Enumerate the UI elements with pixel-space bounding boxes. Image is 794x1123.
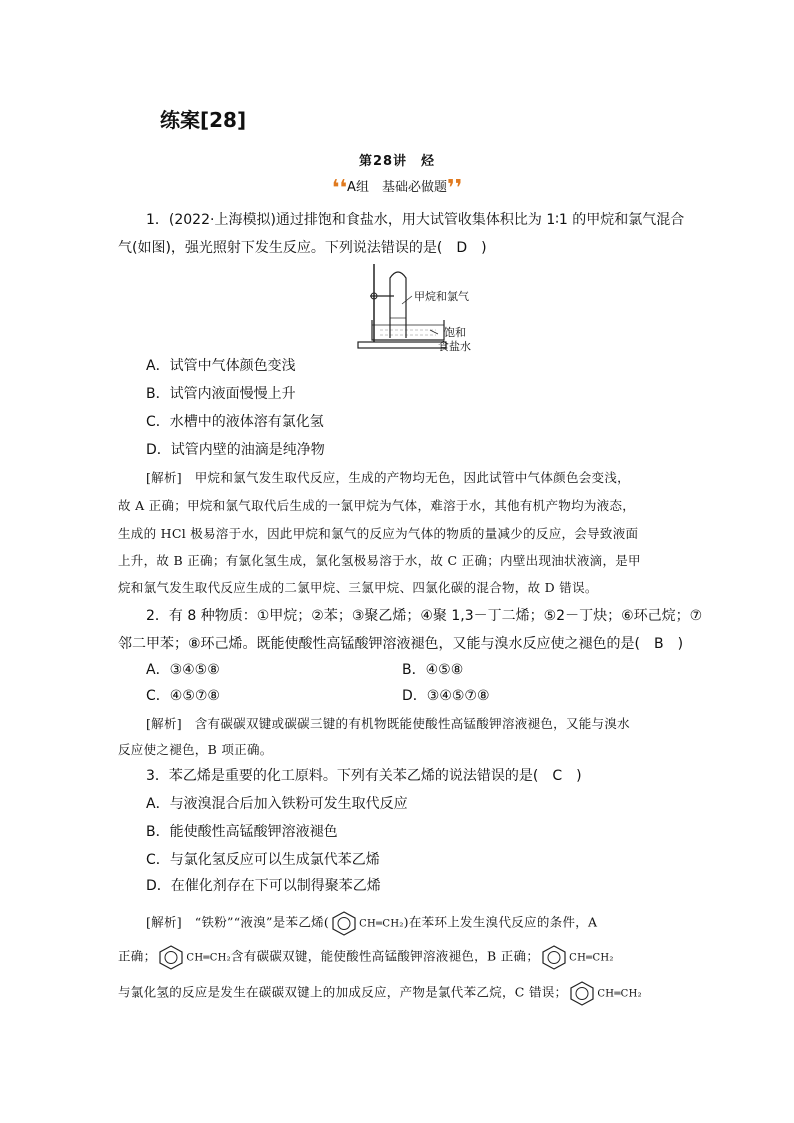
q1-explain-line2: 故 A 正确；甲烷和氯气取代后生成的一氯甲烷为气体，难溶于水，其他有机产物均为液态， xyxy=(118,498,636,513)
vinyl-label: CH═CH₂ xyxy=(359,918,404,930)
group-heading xyxy=(0,176,794,201)
q2-explain-line2: 反应使之褪色，B 项正确。 xyxy=(118,742,273,757)
q3-option-a: A．与液溴混合后加入铁粉可发生取代反应 xyxy=(146,796,408,812)
q1-option-d: D．试管内壁的油滴是纯净物 xyxy=(146,442,325,458)
fig-label-salt2: 食盐水 xyxy=(438,340,471,353)
q1-option-c: C．水槽中的液体溶有氯化氢 xyxy=(146,414,324,430)
q3-explain-line3 xyxy=(118,980,642,1006)
fig-label-salt1: 饱和 xyxy=(444,326,466,339)
q3-option-d: D．在催化剂存在下可以制得聚苯乙烯 xyxy=(146,878,381,894)
q1-stem-line1: 1．(2022·上海模拟)通过排饱和食盐水，用大试管收集体积比为 1∶1 的甲烷和氯气混合 xyxy=(146,212,685,228)
close-quote-icon: ❜❜ xyxy=(446,176,463,201)
q3-stem: 3．苯乙烯是重要的化工原料。下列有关苯乙烯的说法错误的是( C ) xyxy=(146,768,582,784)
q2-option-d: D．③④⑤⑦⑧ xyxy=(402,688,490,704)
q3-explain-l1a: [解析] “铁粉”“液溴”是苯乙烯( xyxy=(146,914,330,930)
q3-explain-l2b: 含有碳碳双键，能使酸性高锰酸钾溶液褪色，B 正确； xyxy=(230,948,540,964)
q2-option-a: A．③④⑤⑧ xyxy=(146,662,220,678)
q1-explain-line5: 烷和氯气发生取代反应生成的二氯甲烷、三氯甲烷、四氯化碳的混合物，故 D 错误。 xyxy=(118,580,598,595)
q1-stem-line2: 气(如图)，强光照射下发生反应。下列说法错误的是( D ) xyxy=(118,240,487,256)
q3-option-c: C．与氯化氢反应可以生成氯代苯乙烯 xyxy=(146,852,380,868)
benzene-ring-icon xyxy=(567,980,597,1006)
q2-option-c: C．④⑤⑦⑧ xyxy=(146,688,220,704)
q2-option-b: B．④⑤⑧ xyxy=(402,662,464,678)
q2-stem-line2: 邻二甲苯；⑧环己烯。既能使酸性高锰酸钾溶液褪色，又能与溴水反应使之褪色的是( B ) xyxy=(118,636,684,652)
q3-explain-line1 xyxy=(146,910,597,936)
q2-explain-line1: [解析] 含有碳碳双键或碳碳三键的有机物既能使酸性高锰酸钾溶液褪色，又能与溴水 xyxy=(146,716,630,731)
benzene-ring-icon xyxy=(156,944,186,970)
q3-option-b: B．能使酸性高锰酸钾溶液褪色 xyxy=(146,824,338,840)
q1-option-b: B．试管内液面慢慢上升 xyxy=(146,386,296,402)
q3-explain-l2a: 正确； xyxy=(118,948,157,964)
benzene-ring-icon xyxy=(539,944,569,970)
q1-option-a: A．试管中气体颜色变浅 xyxy=(146,358,296,374)
vinyl-label: CH═CH₂ xyxy=(569,952,614,964)
page-title: 练案[28] xyxy=(160,108,247,132)
open-quote-icon: ❛❛ xyxy=(331,176,348,201)
q3-explain-l1b: )在苯环上发生溴代反应的条件，A xyxy=(403,914,598,930)
group-label: A组 基础必做题 xyxy=(347,180,447,195)
benzene-ring-icon xyxy=(329,910,359,936)
vinyl-label: CH═CH₂ xyxy=(186,952,231,964)
q1-explain-line4: 上升，故 B 正确；有氯化氢生成，氯化氢极易溶于水，故 C 正确；内壁出现油状液滴，是甲 xyxy=(118,553,641,568)
fig-label-gas: 甲烷和氯气 xyxy=(414,290,469,303)
q3-explain-line2 xyxy=(118,944,614,970)
vinyl-label: CH═CH₂ xyxy=(597,988,642,1000)
q1-explain-line1: [解析] 甲烷和氯气发生取代反应，生成的产物均无色，因此试管中气体颜色会变浅， xyxy=(146,470,630,485)
lecture-title: 第28讲 烃 xyxy=(358,154,436,169)
q3-explain-l3a: 与氯化氢的反应是发生在碳碳双键上的加成反应，产物是氯代苯乙烷，C 错误； xyxy=(118,984,568,1000)
q2-stem-line1: 2．有 8 种物质：①甲烷；②苯；③聚乙烯；④聚 1,3－丁二烯；⑤2－丁炔；⑥环己烷；⑦ xyxy=(146,608,703,624)
q1-explain-line3: 生成的 HCl 极易溶于水，因此甲烷和氯气的反应为气体的物质的量减少的反应，会导致液面 xyxy=(118,526,639,541)
